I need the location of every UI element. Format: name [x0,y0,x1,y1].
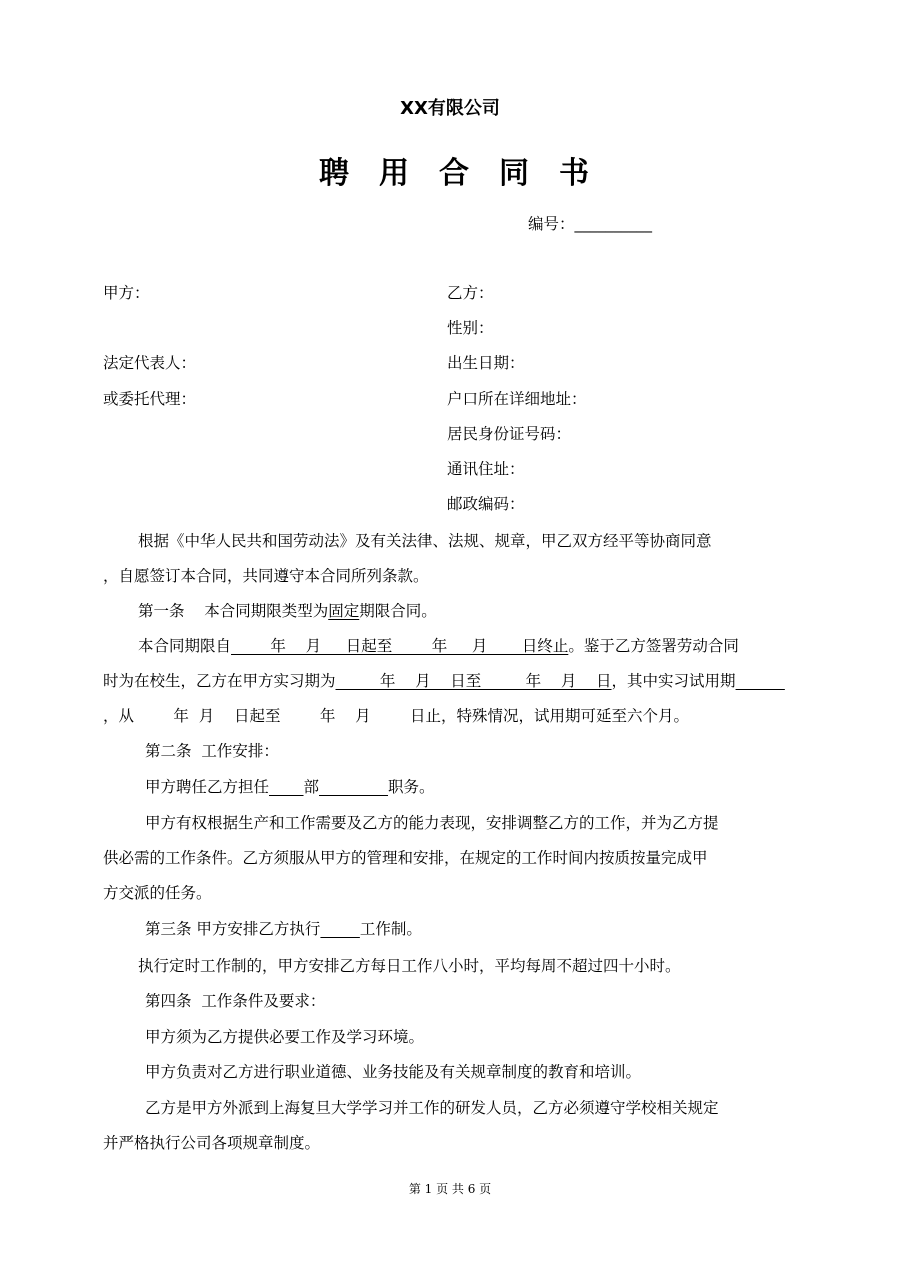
contract-line [103,1133,320,1153]
line-text: 第四条 工作条件及要求： [145,992,326,1010]
line-text: 甲方负责对乙方进行职业道德、业务技能及有关规章制度的教育和培训。 [145,1063,642,1081]
contract-line [145,741,279,761]
birth-label: 出生日期： [447,354,525,372]
line-text: 本合同期限自 [138,637,232,655]
line-text: 。鉴于乙方签署劳动合同 [568,637,739,655]
document-number [528,212,652,234]
line-text: 乙方是甲方外派到上海复旦大学学习并工作的研发人员，乙方必须遵守学校相关规定 [145,1099,719,1117]
contract-line [103,848,708,868]
company-name: XX有限公司 [400,98,500,119]
fill-in-blank [319,778,388,796]
gender-label: 性别： [447,319,494,337]
fill-in-blank: 年 月 日至 年 月 日 [335,672,612,690]
fill-in-blank: 年 月 日起至 年 月 日终止 [231,637,569,655]
line-text: 甲方须为乙方提供必要工作及学习环境。 [145,1028,425,1046]
contract-line [138,601,437,621]
fill-in-blank: 固定 [328,602,360,620]
fill-in-blank [320,920,359,938]
line-text: ，从 年 月 日起至 年 月 日止，特殊情况，试用期可延至六个月。 [103,707,690,725]
address-label: 通讯住址： [447,460,525,478]
id-number-label: 居民身份证号码： [447,425,572,443]
contract-line [103,706,689,726]
line-text: 职务。 [388,778,435,796]
contract-line [145,1027,424,1047]
fill-in-blank [736,672,785,690]
contract-line [138,531,712,551]
contract-line [145,991,325,1011]
agent-label: 或委托代理： [103,390,197,408]
contract-line [145,813,719,833]
legal-rep-label: 法定代表人： [103,354,197,372]
contract-line [103,671,785,691]
document-number-blank: __________ [574,215,653,233]
contract-line [103,566,429,586]
contract-line [138,956,681,976]
contract-line [145,1062,641,1082]
contract-line [103,883,212,903]
contract-line [145,919,422,939]
line-text: 时为在校生，乙方在甲方实习期为 [103,672,336,690]
document-number-label: 编号： [528,215,575,233]
line-text: 根据《中华人民共和国劳动法》及有关法律、法规、规章，甲乙双方经平等协商同意 [138,532,712,550]
line-text: ，自愿签订本合同，共同遵守本合同所列条款。 [103,567,429,585]
contract-line [145,777,435,797]
line-text: 执行定时工作制的，甲方安排乙方每日工作八小时，平均每周不超过四十小时。 [138,957,681,975]
line-text: 方交派的任务。 [103,884,212,902]
line-text: 第二条 工作安排： [145,742,279,760]
contract-line [138,636,739,656]
line-text: 甲方聘任乙方担任 [145,778,270,796]
line-text: 供必需的工作条件。乙方须服从甲方的管理和安排，在规定的工作时间内按质按量完成甲 [103,849,708,867]
line-text: 部 [303,778,320,796]
party-b-label: 乙方： [447,284,494,302]
document-title: 聘用合同书 [319,156,619,191]
line-text: 第一条 本合同期限类型为 [138,602,329,620]
line-text: 第三条 甲方安排乙方执行 [145,920,321,938]
line-text: 并严格执行公司各项规章制度。 [103,1134,321,1152]
party-a-label: 甲方： [103,284,150,302]
line-text: ，其中实习试用期 [611,672,736,690]
fill-in-blank [269,778,304,796]
line-text: 期限合同。 [359,602,437,620]
line-text: 工作制。 [359,920,422,938]
line-text: 甲方有权根据生产和工作需要及乙方的能力表现，安排调整乙方的工作，并为乙方提 [145,814,719,832]
page-footer: 第 1 页 共 6 页 [408,1182,492,1196]
contract-line [145,1098,719,1118]
postcode-label: 邮政编码： [447,495,525,513]
hukou-label: 户口所在详细地址： [447,390,587,408]
